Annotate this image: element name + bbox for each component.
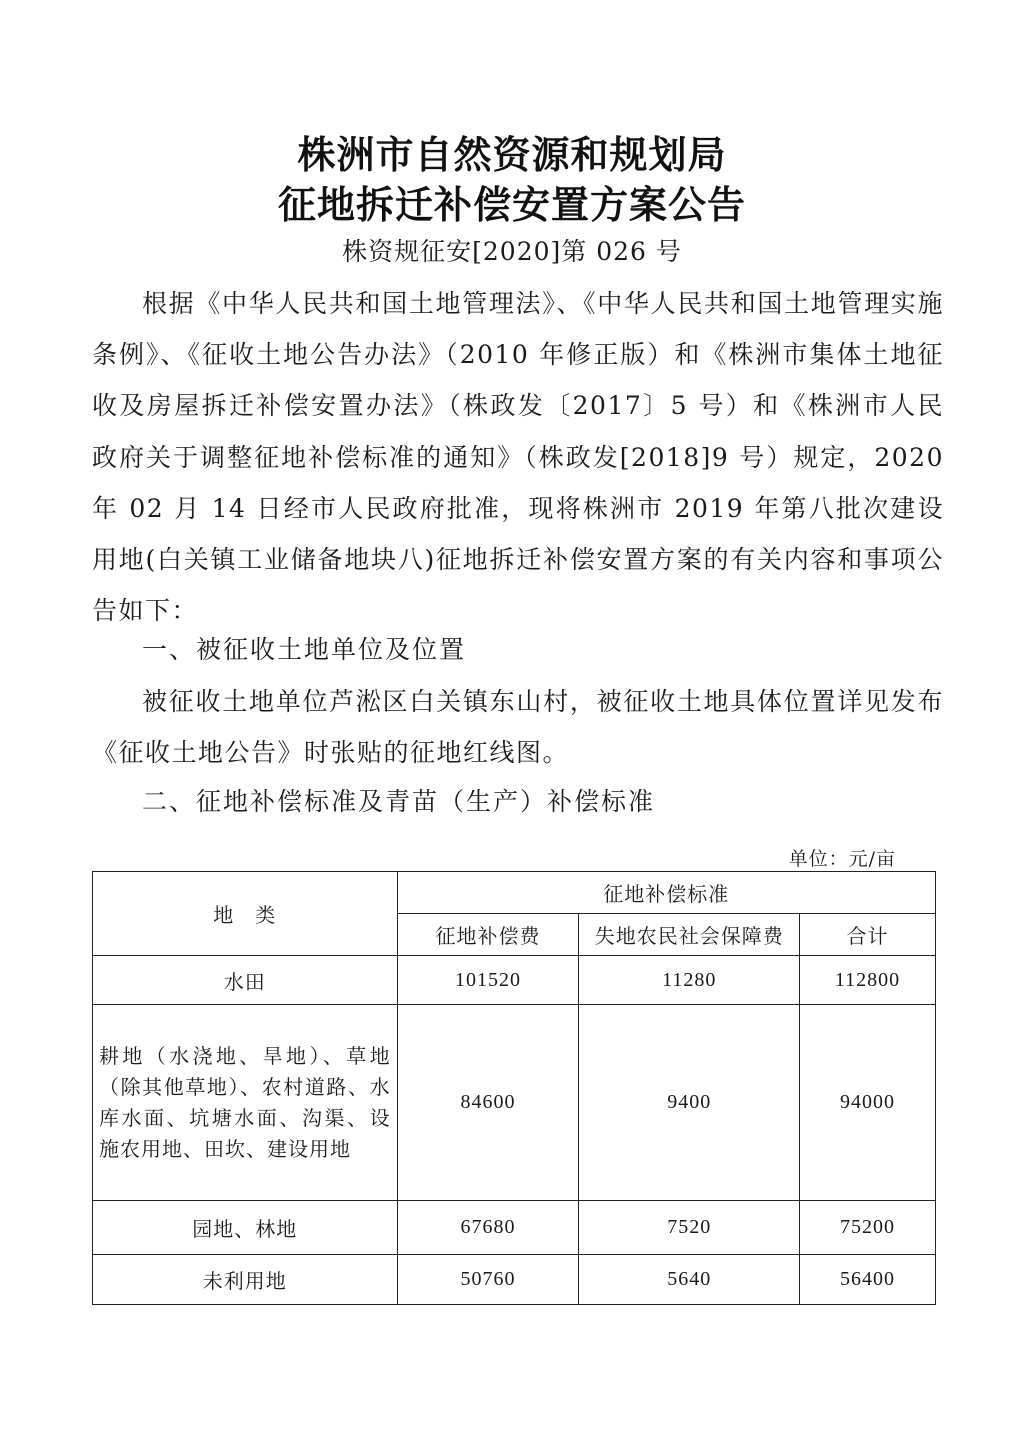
social-security-cell: 11280 [579,956,800,1005]
table-row [93,1005,936,1201]
social-security-cell: 5640 [579,1255,800,1305]
comp-fee-cell: 101520 [397,956,579,1005]
compensation-table [92,871,936,1305]
social-security-cell: 9400 [579,1005,800,1201]
table-row [93,1255,936,1305]
total-cell: 75200 [800,1201,936,1255]
table-header-row [93,872,936,914]
document-title-line1: 株洲市自然资源和规划局 [297,133,727,177]
compensation-standard-header: 征地补偿标准 [397,872,935,914]
land-type-header: 地 类 [93,872,398,956]
comp-fee-cell: 84600 [397,1005,579,1201]
land-type-text: 耕地（水浇地、旱地）、草地（除其他草地）、农村道路、水库水面、坑塘水面、沟渠、设施农用地、田坎、建设用地 [99,1043,391,1161]
total-header: 合计 [800,914,936,956]
comp-fee-cell: 50760 [397,1255,579,1305]
land-type-cell [93,1005,398,1201]
intro-paragraph: 根据《中华人民共和国土地管理法》、《中华人民共和国土地管理实施条例》、《征收土地公告办法》（2010 年修正版）和《株洲市集体土地征收及房屋拆迁补偿安置办法》（株政发〔2017〕5 号）和《株洲市人民政府关于调整征地补偿标准的通知》（株政发[2018]9 号）规定，2020 年 02 月 14 日经市人民政府批准，现将株洲市 2019 年第八批次建设用地(白关镇工业储备地块八)征地拆迁补偿安置方案的有关内容和事项公告如下： [92,289,944,626]
table-row [93,956,936,1005]
land-type-cell: 未利用地 [93,1255,398,1305]
comp-fee-header: 征地补偿费 [397,914,579,956]
total-cell: 112800 [800,956,936,1005]
document-title-line2: 征地拆迁补偿安置方案公告 [277,183,746,227]
social-security-header: 失地农民社会保障费 [579,914,800,956]
total-cell: 94000 [800,1005,936,1201]
table-row [93,1201,936,1255]
land-type-cell: 园地、林地 [93,1201,398,1255]
social-security-cell: 7520 [579,1201,800,1255]
section-heading-1: 一、被征收土地单位及位置 [142,635,467,664]
section-heading-2: 二、征地补偿标准及青苗（生产）补偿标准 [142,787,656,816]
document-number: 株资规征安[2020]第 026 号 [342,237,682,266]
location-paragraph: 被征收土地单位芦淞区白关镇东山村，被征收土地具体位置详见发布《征收土地公告》时张贴的征地红线图。 [92,687,944,768]
comp-fee-cell: 67680 [397,1201,579,1255]
land-type-cell: 水田 [93,956,398,1005]
unit-note: 单位：元/亩 [788,848,896,870]
total-cell: 56400 [800,1255,936,1305]
